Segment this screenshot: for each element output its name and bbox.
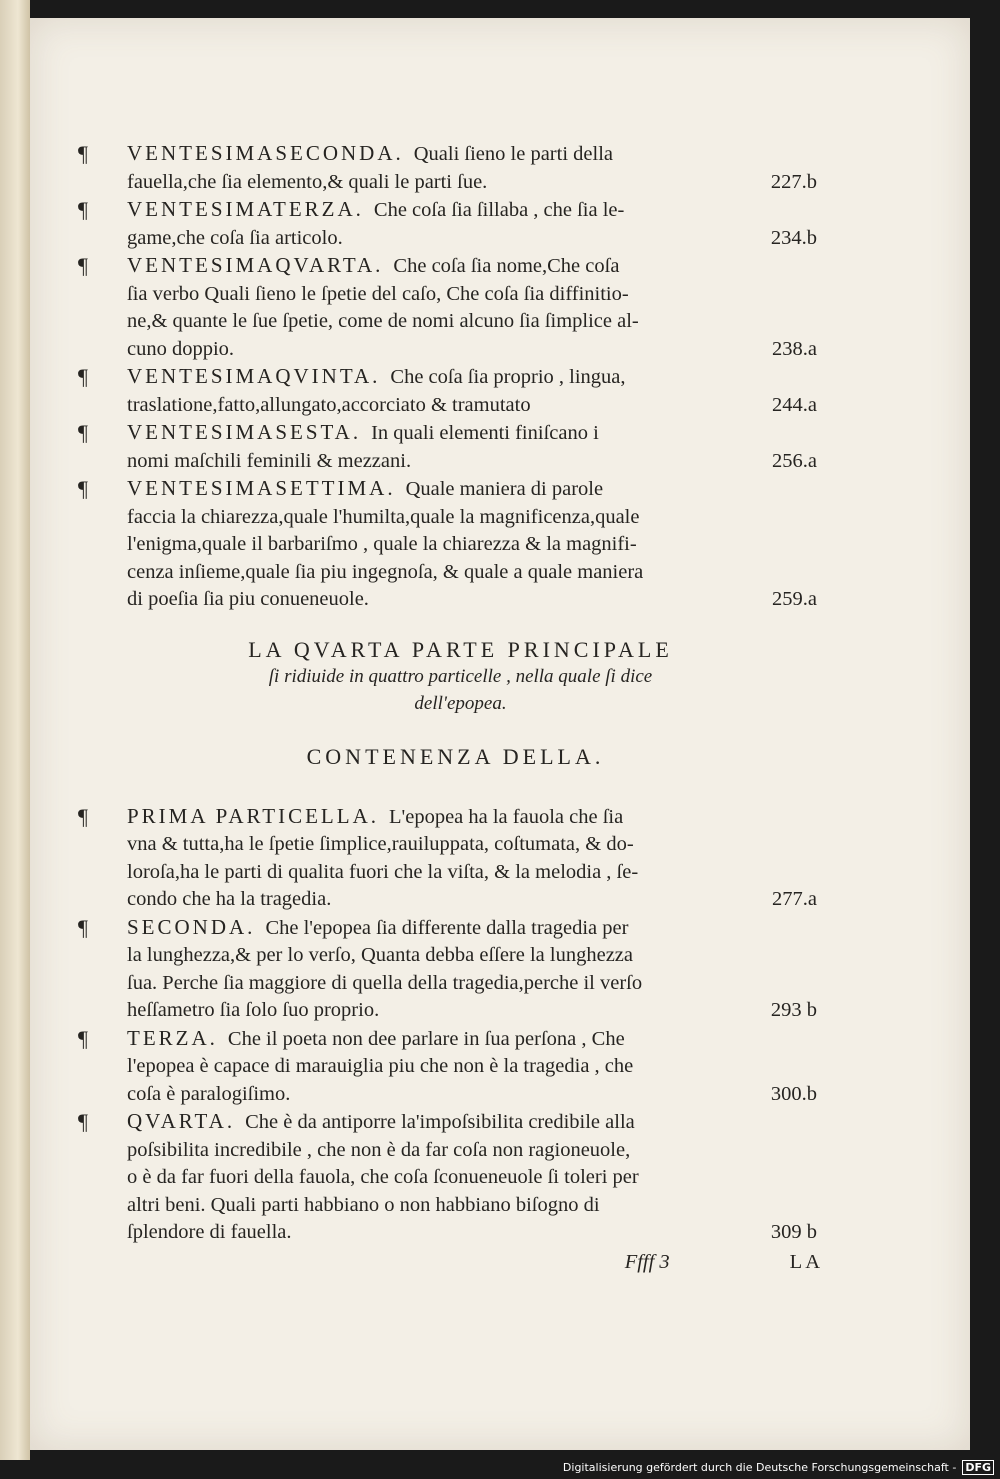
pilcrow-icon: ¶ [78, 197, 88, 222]
entry-line: di poeſia ſia piu conueneuole. [127, 588, 369, 610]
entries-list [78, 140, 823, 614]
section-subtitle: ſi ridiuide in quattro particelle , nella quale ſi dice dell'epopea. [268, 666, 653, 714]
entry-line: L'epopea ha la fauola che ſia [389, 805, 624, 828]
entry-heading: QVARTA. [127, 1109, 236, 1133]
page-reference: 244.a [772, 393, 817, 416]
entry-heading: TERZA. [127, 1025, 218, 1050]
entry-heading: VENTESIMASECONDA. [127, 141, 404, 165]
entry-line: Quali ſieno le parti della [413, 143, 613, 165]
section-title [78, 636, 823, 718]
pilcrow-icon: ¶ [78, 364, 88, 389]
page-reference: 238.a [772, 337, 817, 360]
pilcrow-icon: ¶ [78, 803, 88, 829]
credit-text: Digitalisierung gefördert durch die Deutsche Forschungsgemeinschaft - [562, 1461, 957, 1474]
page-reference: 234.b [770, 226, 817, 249]
list-item [78, 803, 823, 914]
particelle-list [78, 803, 823, 1247]
dfg-logo-icon: DFG [962, 1460, 994, 1475]
entry-line: In quali elementi finiſcano i [371, 422, 599, 444]
entry-line: Che l'epopea ſia differente dalla tragedia per [265, 916, 629, 939]
entry-heading: VENTESIMASETTIMA. [127, 476, 396, 500]
entry-line: coſa è paralogiſimo. [127, 1082, 291, 1105]
pilcrow-icon: ¶ [78, 1025, 88, 1051]
list-item [78, 140, 823, 196]
book-page [30, 18, 970, 1450]
page-reference: 259.a [772, 588, 817, 610]
entry-line: o è da far fuori della fauola, che coſa ſconueneuole ſi toleri per [127, 1166, 639, 1188]
signature-mark: Ffff 3 [624, 1250, 670, 1273]
entry-line: game,che coſa ſia articolo. [127, 226, 343, 249]
entry-line: ſplendore di fauella. [127, 1221, 292, 1243]
pilcrow-icon: ¶ [78, 253, 88, 278]
page-reference: 309 b [770, 1221, 817, 1243]
pilcrow-icon: ¶ [78, 476, 88, 501]
entry-line: poſsibilita incredibile , che non è da far coſa non ragioneuole, [127, 1138, 631, 1161]
list-item [78, 475, 823, 614]
pilcrow-icon: ¶ [78, 914, 88, 940]
section-heading: LA QVARTA PARTE PRINCIPALE [248, 636, 673, 662]
entry-line: ne,& quante le ſue ſpetie, come de nomi alcuno ſia ſimplice al- [127, 310, 639, 332]
entry-line: Che il poeta non dee parlare in ſua perſona , Che [227, 1027, 625, 1050]
pilcrow-icon: ¶ [78, 1109, 88, 1134]
entry-line: condo che ha la tragedia. [127, 888, 332, 910]
page-content [78, 140, 823, 1276]
page-reference: 227.b [770, 170, 817, 193]
entry-line: vna & tutta,ha le ſpetie ſimplice,rauiluppata, coſtumata, & do- [127, 833, 634, 855]
entry-line: faccia la chiarezza,quale l'humilta,quale la magnificenza,quale [127, 505, 640, 528]
binding-strip [0, 0, 30, 1460]
list-item [78, 196, 823, 252]
entry-line: Che coſa ſia proprio , lingua, [390, 366, 626, 388]
list-item [78, 363, 823, 419]
entry-line: Quale maniera di parole [405, 478, 604, 500]
entry-line: Che è da antiporre la'impoſsibilita credibile alla [245, 1111, 635, 1133]
entry-line: cenza inſieme,quale ſia piu ingegnoſa, & quale a quale maniera [127, 560, 644, 583]
entry-line: Che coſa ſia ſillaba , che ſia le- [373, 199, 625, 221]
page-reference: 256.a [772, 449, 817, 472]
entry-line: cuno doppio. [127, 337, 235, 360]
entry-line: ſua. Perche ſia maggiore di quella della tragedia,perche il verſo [127, 971, 643, 994]
catchword: LA [789, 1250, 823, 1273]
list-item [78, 914, 823, 1025]
entry-line: ſia verbo Quali ſieno le ſpetie del caſo, Che coſa ſia diffinitio- [127, 282, 629, 305]
digitization-credit [563, 1460, 994, 1475]
pilcrow-icon: ¶ [78, 420, 88, 445]
page-reference: 293 b [770, 999, 817, 1021]
entry-line: loroſa,ha le parti di qualita fuori che la viſta, & la melodia , ſe- [127, 860, 639, 883]
entry-heading: VENTESIMATERZA. [127, 197, 364, 221]
entry-heading: SECONDA. [127, 914, 256, 939]
list-item [78, 1025, 823, 1109]
entry-heading: PRIMA PARTICELLA. [127, 803, 379, 828]
list-item [78, 419, 823, 475]
page-reference: 277.a [772, 888, 817, 910]
entry-line: fauella,che ſia elemento,& quali le parti ſue. [127, 170, 488, 193]
entry-line: traslatione,fatto,allungato,accorciato & tramutato [127, 393, 531, 416]
list-item [78, 252, 823, 363]
entry-heading: VENTESIMASESTA. [127, 420, 362, 444]
page-reference: 300.b [770, 1082, 817, 1105]
list-item [78, 1108, 823, 1247]
entry-line: l'enigma,quale il barbariſmo , quale la chiarezza & la magnifi- [127, 533, 637, 555]
entry-line: Che coſa ſia nome,Che coſa [393, 255, 620, 277]
entry-line: nomi maſchili feminili & mezzani. [127, 449, 412, 472]
page-footer [78, 1249, 823, 1277]
entry-heading: VENTESIMAQVARTA. [127, 253, 384, 277]
entry-line: la lunghezza,& per lo verſo, Quanta debba eſſere la lunghezza [127, 944, 633, 966]
pilcrow-icon: ¶ [78, 141, 88, 166]
contents-title: CONTENENZA DELLA. [306, 744, 605, 769]
entry-line: heſſametro ſia ſolo ſuo proprio. [127, 999, 380, 1021]
entry-line: altri beni. Quali parti habbiano o non habbiano biſogno di [127, 1193, 600, 1216]
entry-heading: VENTESIMAQVINTA. [127, 364, 381, 388]
entry-line: l'epopea è capace di marauiglia piu che non è la tragedia , che [127, 1055, 634, 1077]
